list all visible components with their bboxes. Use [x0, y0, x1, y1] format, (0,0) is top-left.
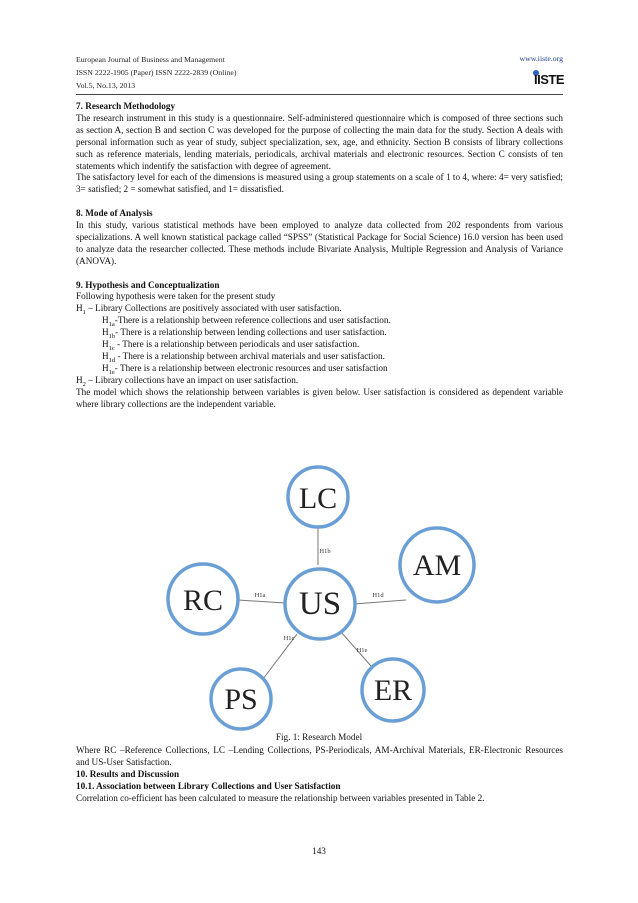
page-number: 143 [312, 846, 326, 856]
edge-us-rc [238, 600, 285, 603]
section8-paragraph1: In this study, various statistical methods have been employed to analyze data collected from 202 respondents from various specializations. A well known statistical package called “SPSS” (Statistical Package for Social Science) 16.0 version has been used to analyze data the researcher collected. These methods include Bivariate Analysis, Multiple Regression and Analysis of Variance (ANOVA). [76, 220, 563, 266]
node-ps-label: PS [224, 683, 258, 716]
section7-paragraph2: The satisfactory level for each of the dimensions is measured using a group statements on a scale of 1 to 4, where: 4= very satisfied; 3= satisfied; 2 = somewhat satisfied, and 1= dissatisfied. [76, 172, 563, 195]
section10-paragraph1: Correlation co-efficient has been calculated to measure the relationship between variables presented in Table 2. [76, 792, 485, 803]
journal-issn: ISSN 2222-1905 (Paper) ISSN 2222-2839 (Online) [76, 68, 237, 77]
section7-heading: 7. Research Methodology [76, 101, 176, 111]
edge-label-h1c: H1c [283, 635, 295, 642]
section8-heading: 8. Mode of Analysis [76, 208, 153, 219]
journal-url[interactable]: www.iiste.org [519, 54, 563, 63]
hypothesis-h2: $H_2$ – Library collections have an impact on user satisfaction. [76, 374, 299, 388]
edge-label-h1b: H1b [319, 548, 331, 555]
node-am-label: AM [412, 549, 462, 582]
post-figure-text [76, 745, 563, 805]
hypothesis-h1e: $H_{1e}-$ There is a relationship between electronic resources and user satisfaction [102, 362, 388, 376]
figure-caption: Fig. 1: Research Model [275, 732, 363, 742]
model-description: The model which shows the relationship between variables is given below. User satisfaction is considered as dependent variable where library collections are the independent variable. [76, 386, 563, 409]
journal-volume: Vol.5, No.13, 2013 [76, 81, 136, 90]
edge-label-h1a: H1a [254, 592, 266, 599]
edge-us-am [354, 600, 406, 604]
section10-1-heading: 10.1. Association between Library Collections and User Satisfaction [76, 780, 341, 791]
figure-legend: Where RC –Reference Collections, LC –Lending Collections, PS-Periodicals, AM-Archival Materials, ER-Electronic Resources and US-User Satisfaction. [76, 745, 563, 767]
section10-heading: 10. Results and Discussion [76, 768, 180, 779]
hypothesis-h1: $H_1$ – Library Collections are positively associated with user satisfaction. [76, 303, 342, 317]
iiste-logo: IISTE [534, 72, 565, 87]
node-er-label: ER [373, 674, 413, 707]
node-us-label: US [298, 586, 342, 622]
section7-paragraph1: The research instrument in this study is a questionnaire. Self-administered questionnaire which is composed of three sections such as section A, section B and section C was developed for the purpose of collecting the main data for the study. Section A deals with personal information such as year of study, subject specialization, sex, age, and ethnicity. Section B consists of library collections such as reference materials, lending materials, periodicals, archival materials and electronic resources. Section C consists of ten statements which indentify the satisfaction with degree of agreement. [76, 112, 563, 171]
node-rc-label: RC [182, 584, 224, 617]
edge-label-h1e: H1e [356, 647, 368, 654]
section9-intro: Following hypothesis were taken for the present study [76, 291, 276, 302]
hypothesis-h1b: $H_{1b}-$ There is a relationship between lending collections and user satisfaction. [102, 327, 387, 341]
hypothesis-h1d: $H_{1d}$ - There is a relationship between archival materials and user satisfaction. [102, 351, 385, 364]
hypothesis-h1c: $H_{1c}$ - There is a relationship between periodicals and user satisfaction. [102, 339, 360, 352]
node-lc-label: LC [298, 482, 338, 515]
edge-label-h1d: H1d [372, 592, 384, 599]
journal-name: European Journal of Business and Management [76, 55, 225, 64]
section9-heading: 9. Hypothesis and Conceptualization [76, 279, 220, 290]
hypothesis-h1a: $H_{1a}$-There is a relationship between reference collections and user satisfaction. [102, 315, 391, 329]
